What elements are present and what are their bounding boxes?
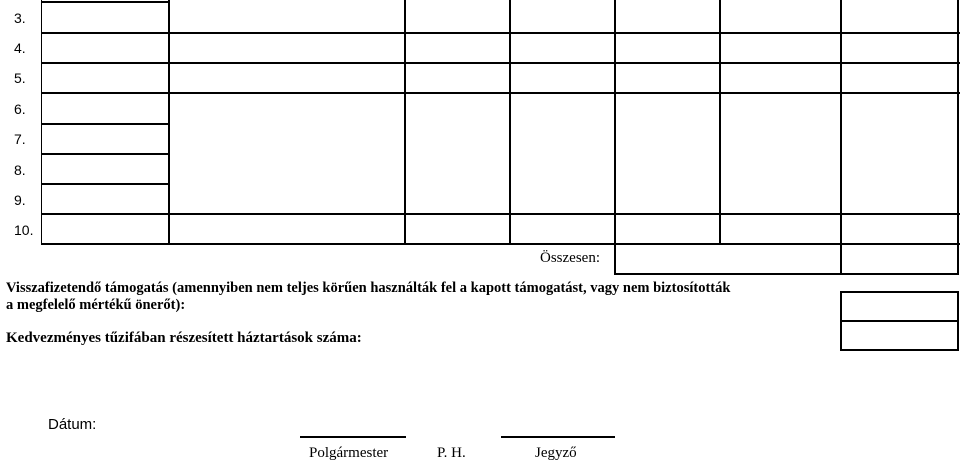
row-number: 9.: [14, 192, 26, 208]
stamp-label: P. H.: [437, 445, 466, 461]
row-divider: [41, 32, 169, 34]
refund-box-top: [840, 291, 959, 293]
column-divider: [957, 0, 959, 275]
row-number: 10.: [14, 222, 34, 238]
column-divider: [168, 0, 170, 245]
row-divider: [41, 123, 169, 125]
row-divider: [41, 92, 169, 94]
refund-box-bottom: [840, 320, 959, 322]
row-number: 4.: [14, 40, 26, 56]
households-box-left: [840, 322, 842, 350]
households-label: Kedvezményes tűzifában részesített háztartások száma:: [6, 330, 362, 346]
refund-box-right: [957, 291, 959, 321]
date-label: Dátum:: [48, 416, 97, 433]
row-number: 8.: [14, 162, 26, 178]
households-box-bottom: [840, 349, 959, 351]
mayor-signature-line: [300, 436, 406, 438]
refund-box-left: [840, 291, 842, 321]
total-label: Összesen:: [540, 250, 600, 266]
row-number: 3.: [14, 10, 26, 26]
column-divider: [404, 0, 406, 245]
column-divider: [840, 0, 842, 275]
mayor-label: Polgármester: [309, 445, 389, 461]
refund-line-2: a megfelelő mértékű önerőt):: [6, 297, 186, 313]
notary-label: Jegyző: [535, 445, 577, 461]
row-divider: [41, 243, 960, 245]
row-divider: [41, 153, 169, 155]
total-row-bottom: [614, 273, 959, 275]
row-divider: [41, 213, 169, 215]
row-number: 6.: [14, 101, 26, 117]
column-divider: [614, 0, 616, 275]
households-box-right: [957, 322, 959, 350]
row-divider: [41, 183, 169, 185]
refund-line-1: Visszafizetendő támogatás (amennyiben nem teljes körűen használták fel a kapott támogatást, vagy nem biztosították: [6, 280, 731, 296]
column-divider: [509, 0, 511, 245]
notary-signature-line: [501, 436, 615, 438]
row-number: 7.: [14, 131, 26, 147]
row-divider: [41, 1, 169, 3]
column-divider: [719, 0, 721, 245]
row-divider: [41, 62, 960, 64]
row-number: 5.: [14, 70, 26, 86]
